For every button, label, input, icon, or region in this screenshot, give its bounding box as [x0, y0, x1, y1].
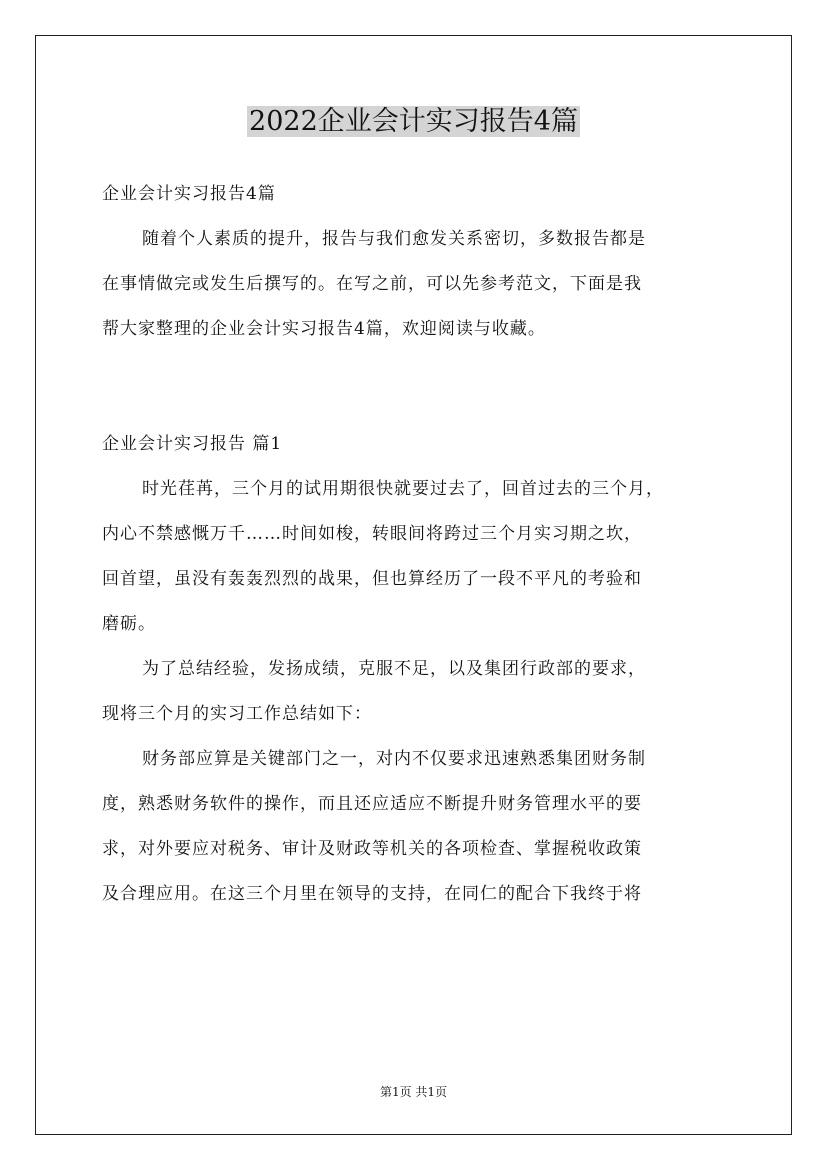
intro-line: 帮大家整理的企业会计实习报告4篇，欢迎阅读与收藏。: [102, 319, 546, 339]
intro-line: 随着个人素质的提升，报告与我们愈发关系密切，多数报告都是: [142, 229, 646, 249]
paragraph-line: 财务部应算是关键部门之一，对内不仅要求迅速熟悉集团财务制: [142, 749, 646, 769]
intro-line: 在事情做完或发生后撰写的。在写之前，可以先参考范文，下面是我: [102, 274, 642, 294]
paragraph-line: 磨砺。: [102, 614, 156, 634]
document-title-text: 2022企业会计实习报告4篇: [249, 106, 578, 137]
document-subtitle: 企业会计实习报告4篇: [102, 184, 276, 204]
paragraph-line: 及合理应用。在这三个月里在领导的支持，在同仁的配合下我终于将: [102, 884, 642, 904]
paragraph-line: 度，熟悉财务软件的操作，而且还应适应不断提升财务管理水平的要: [102, 794, 642, 814]
paragraph-line: 回首望，虽没有轰轰烈烈的战果，但也算经历了一段不平凡的考验和: [102, 569, 642, 589]
document-body: [102, 172, 732, 917]
document-title: [0, 100, 827, 144]
section-heading: 企业会计实习报告 篇1: [102, 434, 283, 454]
page-footer: 第1页 共1页: [379, 1085, 448, 1099]
paragraph-line: 现将三个月的实习工作总结如下：: [102, 704, 372, 724]
paragraph-line: 内心不禁感慨万千……时间如梭，转眼间将跨过三个月实习期之坎，: [102, 524, 642, 544]
paragraph-line: 时光荏苒，三个月的试用期很快就要过去了，回首过去的三个月，: [142, 479, 664, 499]
paragraph-line: 求，对外要应对税务、审计及财政等机关的各项检查、掌握税收政策: [102, 839, 642, 859]
section-spacer: [102, 352, 732, 422]
paragraph-line: 为了总结经验，发扬成绩，克服不足，以及集团行政部的要求，: [142, 659, 646, 679]
